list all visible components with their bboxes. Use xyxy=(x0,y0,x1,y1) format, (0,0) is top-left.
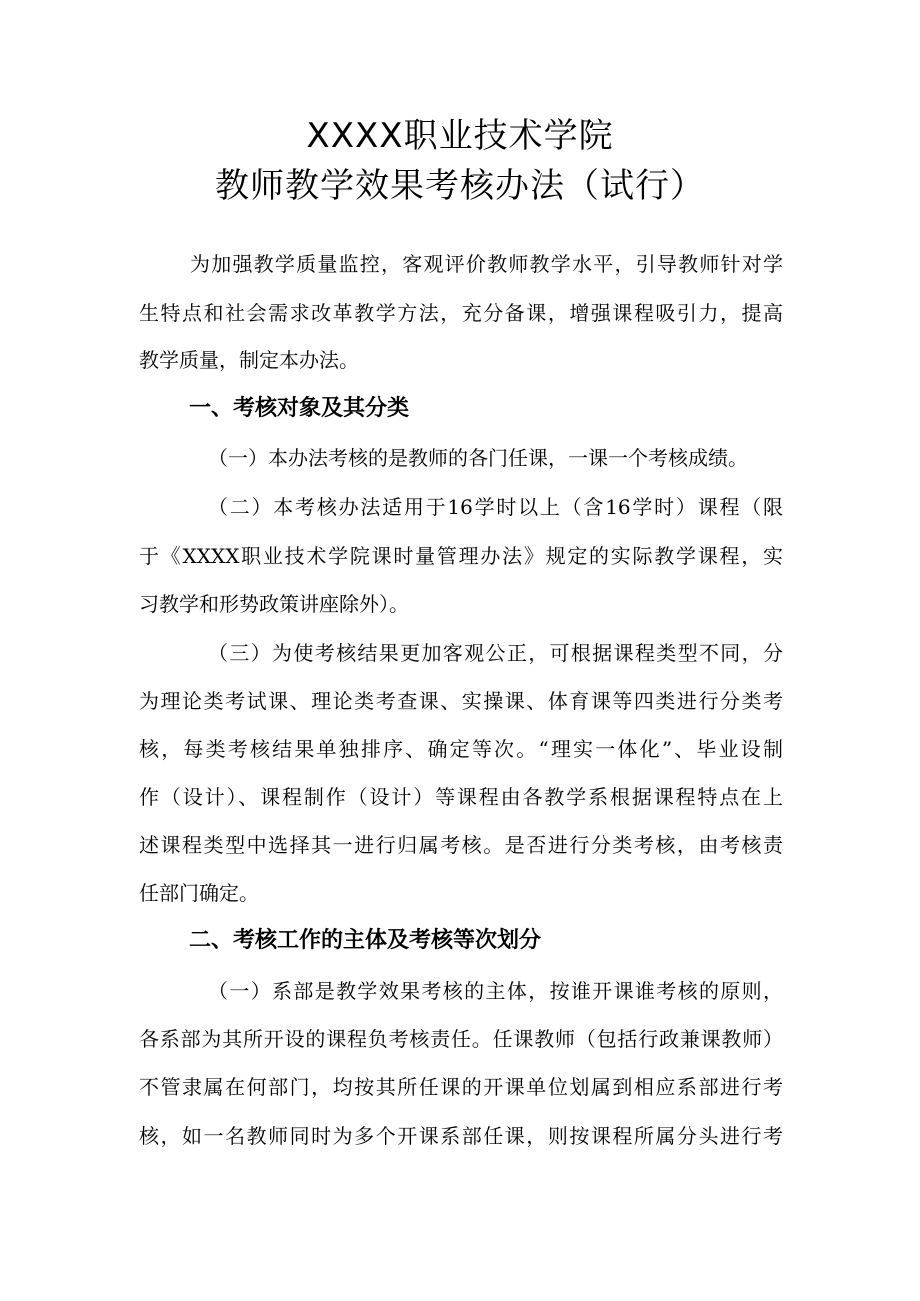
section-1-item-3-line-5: 述课程类型中选择其一进行归属考核。是否进行分类考核，由考核责 xyxy=(139,833,783,857)
section-1-item-3-line-6: 任部门确定。 xyxy=(139,881,259,905)
section-1-item-3-line-2: 为理论类考试课、理论类考查课、实操课、体育课等四类进行分类考 xyxy=(139,689,783,713)
intro-line-2: 生特点和社会需求改革教学方法，充分备课，增强课程吸引力，提高 xyxy=(139,301,783,325)
section-2-item-1-line-4: 核，如一名教师同时为多个开课系部任课，则按课程所属分头进行考 xyxy=(139,1124,783,1148)
intro-line-1: 为加强教学质量监控，客观评价教师教学水平，引导教师针对学 xyxy=(190,252,783,276)
section-2-item-1-line-1: （一）系部是教学效果考核的主体，按谁开课谁考核的原则， xyxy=(208,979,783,1003)
section-1-item-2-line-1: （二）本考核办法适用于16学时以上（含16学时）课程（限 xyxy=(208,495,783,519)
section-2-item-1-line-3: 不管隶属在何部门，均按其所任课的开课单位划属到相应系部进行考 xyxy=(139,1075,783,1099)
section-1-item-3-line-1: （三）为使考核结果更加客观公正，可根据课程类型不同，分 xyxy=(208,641,783,665)
section-2-item-1-line-2: 各系部为其所开设的课程负考核责任。任课教师（包括行政兼课教师） xyxy=(139,1027,783,1051)
section-1-item-3-line-4: 作（设计）、课程制作（设计）等课程由各教学系根据课程特点在上 xyxy=(139,785,783,809)
document-title-line1: XXXX职业技术学院 xyxy=(306,116,614,156)
section-1-heading: 一、考核对象及其分类 xyxy=(189,396,410,421)
section-1-item-1-line-1: （一）本办法考核的是教师的各门任课，一课一个考核成绩。 xyxy=(208,446,748,470)
section-2-heading: 二、考核工作的主体及考核等次划分 xyxy=(189,928,542,953)
section-1-item-2-line-3: 习教学和形势政策讲座除外）。 xyxy=(139,592,409,616)
section-1-item-2-line-2: 于《XXXX职业技术学院课时量管理办法》规定的实际教学课程，实 xyxy=(139,544,783,568)
document-title-line2: 教师教学效果考核办法（试行） xyxy=(215,166,705,206)
section-1-item-3-line-3: 核，每类考核结果单独排序、确定等次。“理实一体化”、毕业设制 xyxy=(139,737,783,761)
intro-line-3: 教学质量，制定本办法。 xyxy=(139,348,359,372)
